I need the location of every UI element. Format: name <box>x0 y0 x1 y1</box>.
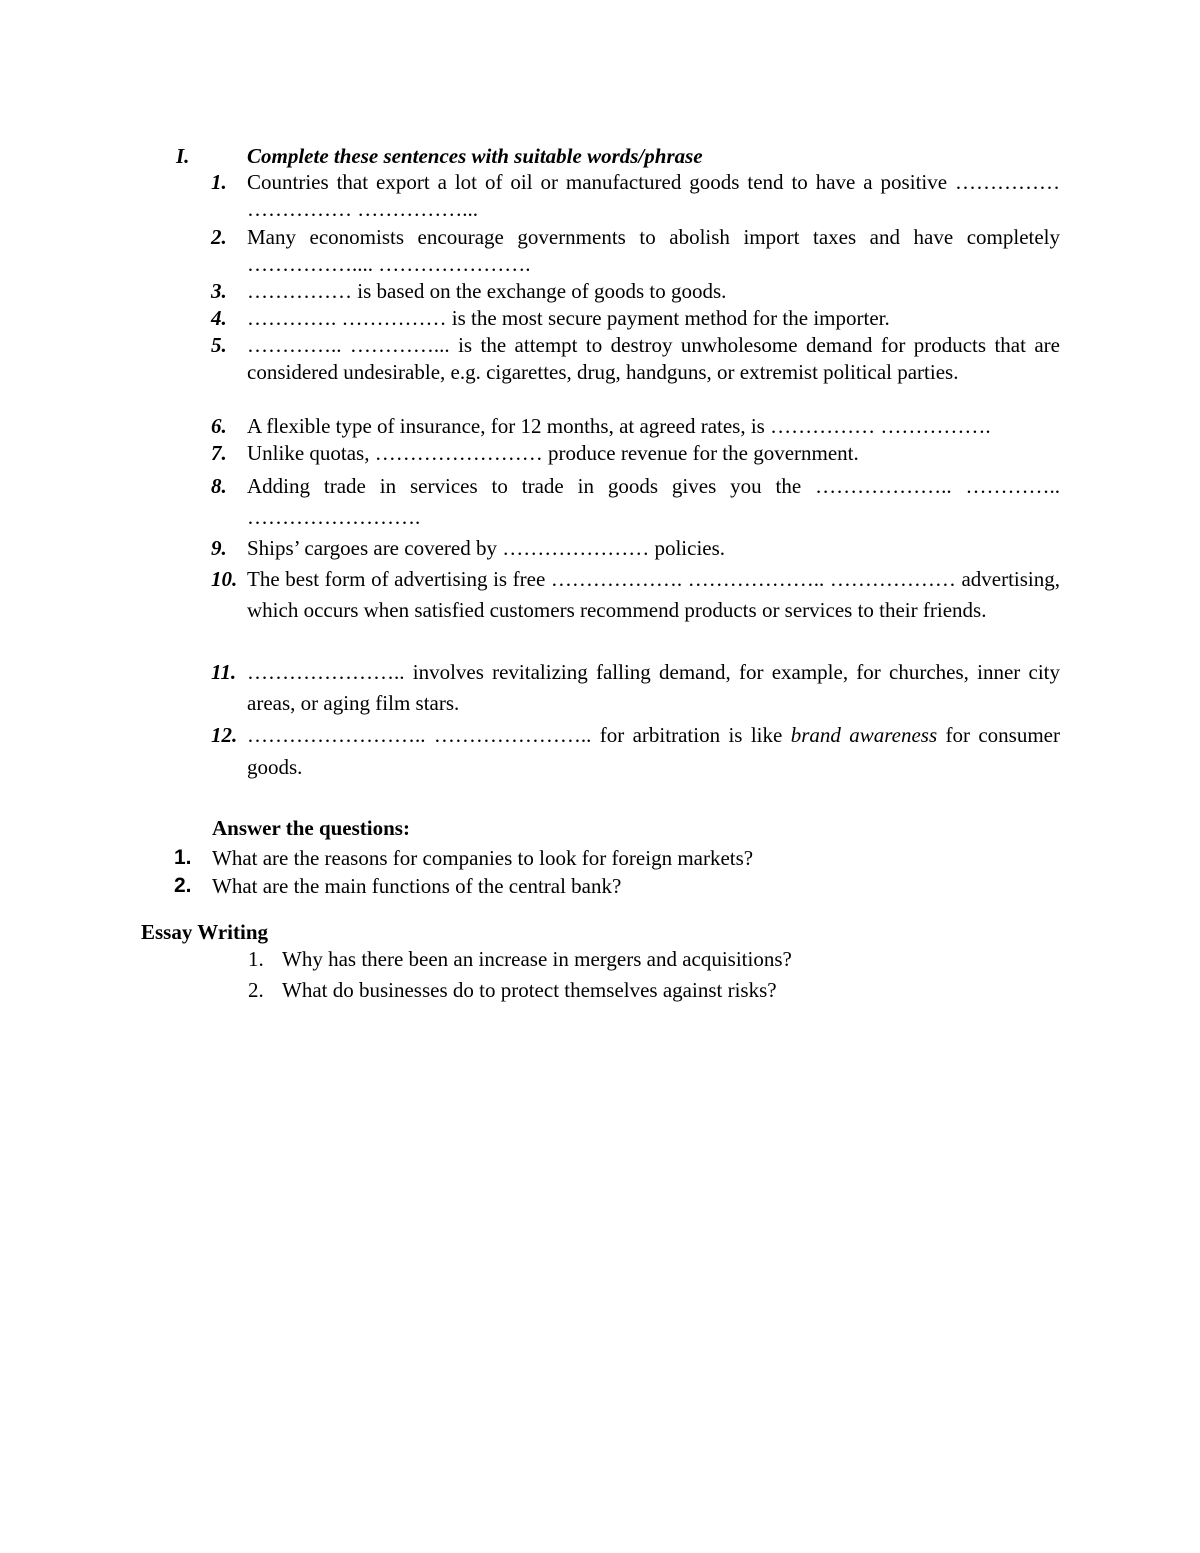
list-item <box>211 564 1060 626</box>
question-number: 2. <box>174 874 192 897</box>
list-item <box>211 305 1060 332</box>
item-text: A flexible type of insurance, for 12 months, at agreed rates, is …………… ……………. <box>247 414 991 438</box>
list-item <box>211 413 1060 440</box>
item-number: 6. <box>211 414 227 438</box>
item-number: 12. <box>211 723 238 747</box>
item-number: 4. <box>211 306 227 330</box>
item-text: ………….. …………... is the attempt to destroy unwholesome demand for products that are considered undesirable, e.g. cigarettes, drug, handguns, or extremist political parties. <box>247 333 1060 384</box>
list-item <box>211 533 1060 564</box>
list-item <box>211 657 1060 719</box>
list-item <box>211 719 1060 783</box>
list-item <box>211 278 1060 305</box>
essay-item <box>248 945 1048 973</box>
question-item <box>174 844 1054 872</box>
section-number: I. <box>176 144 190 168</box>
section-heading <box>176 142 1060 170</box>
item-number: 11. <box>211 660 237 684</box>
item-text <box>247 719 1060 783</box>
list-item <box>211 471 1060 533</box>
question-number: 1. <box>174 846 192 869</box>
item-text: Many economists encourage governments to abolish import taxes and have completely …………….... …………………. <box>247 225 1060 276</box>
item-text: Countries that export a lot of oil or manufactured goods tend to have a positive …………… …………… ……………... <box>247 170 1060 221</box>
item-text-after: for consumer goods. <box>247 723 1060 779</box>
list-item <box>211 169 1060 223</box>
emphasized-term: brand awareness <box>790 723 938 747</box>
item-number: 7. <box>211 441 227 465</box>
answer-questions-heading: Answer the questions: <box>212 816 410 840</box>
list-item <box>211 440 1060 467</box>
question-text: What are the main functions of the central bank? <box>212 874 622 898</box>
item-text-before: …………………….. ………………….. for arbitration is like <box>247 723 791 747</box>
item-text: ………………….. involves revitalizing falling demand, for example, for churches, inner city areas, or aging film stars. <box>247 660 1060 715</box>
item-number: 8. <box>211 474 227 498</box>
essay-item <box>248 976 1048 1004</box>
item-number: 5. <box>211 333 227 357</box>
item-text: Adding trade in services to trade in goods gives you the ……………….. ………….. ……………………. <box>247 474 1060 529</box>
list-item <box>211 224 1060 278</box>
item-number: 10. <box>211 567 238 591</box>
essay-text: What do businesses do to protect themselves against risks? <box>282 978 777 1002</box>
item-number: 2. <box>211 225 227 249</box>
essay-writing-heading: Essay Writing <box>141 920 269 944</box>
item-number: 1. <box>211 170 227 194</box>
item-text: Unlike quotas, …………………… produce revenue for the government. <box>247 441 859 465</box>
essay-text: Why has there been an increase in mergers and acquisitions? <box>282 947 792 971</box>
section-title: Complete these sentences with suitable words/phrase <box>247 144 703 168</box>
list-item <box>211 332 1060 386</box>
item-text: The best form of advertising is free ………………. ……………….. ……………… advertising, which occurs when satisfied customers recommend products or services to their friends. <box>247 567 1060 622</box>
question-text: What are the reasons for companies to look for foreign markets? <box>212 846 754 870</box>
item-number: 9. <box>211 536 227 560</box>
essay-number: 2. <box>248 978 264 1002</box>
item-text: Ships’ cargoes are covered by ………………… policies. <box>247 536 726 560</box>
item-text: …………… is based on the exchange of goods to goods. <box>247 279 727 303</box>
item-text: …………. …………… is the most secure payment method for the importer. <box>247 306 890 330</box>
essay-number: 1. <box>248 947 264 971</box>
item-number: 3. <box>211 279 227 303</box>
question-item <box>174 872 1054 900</box>
